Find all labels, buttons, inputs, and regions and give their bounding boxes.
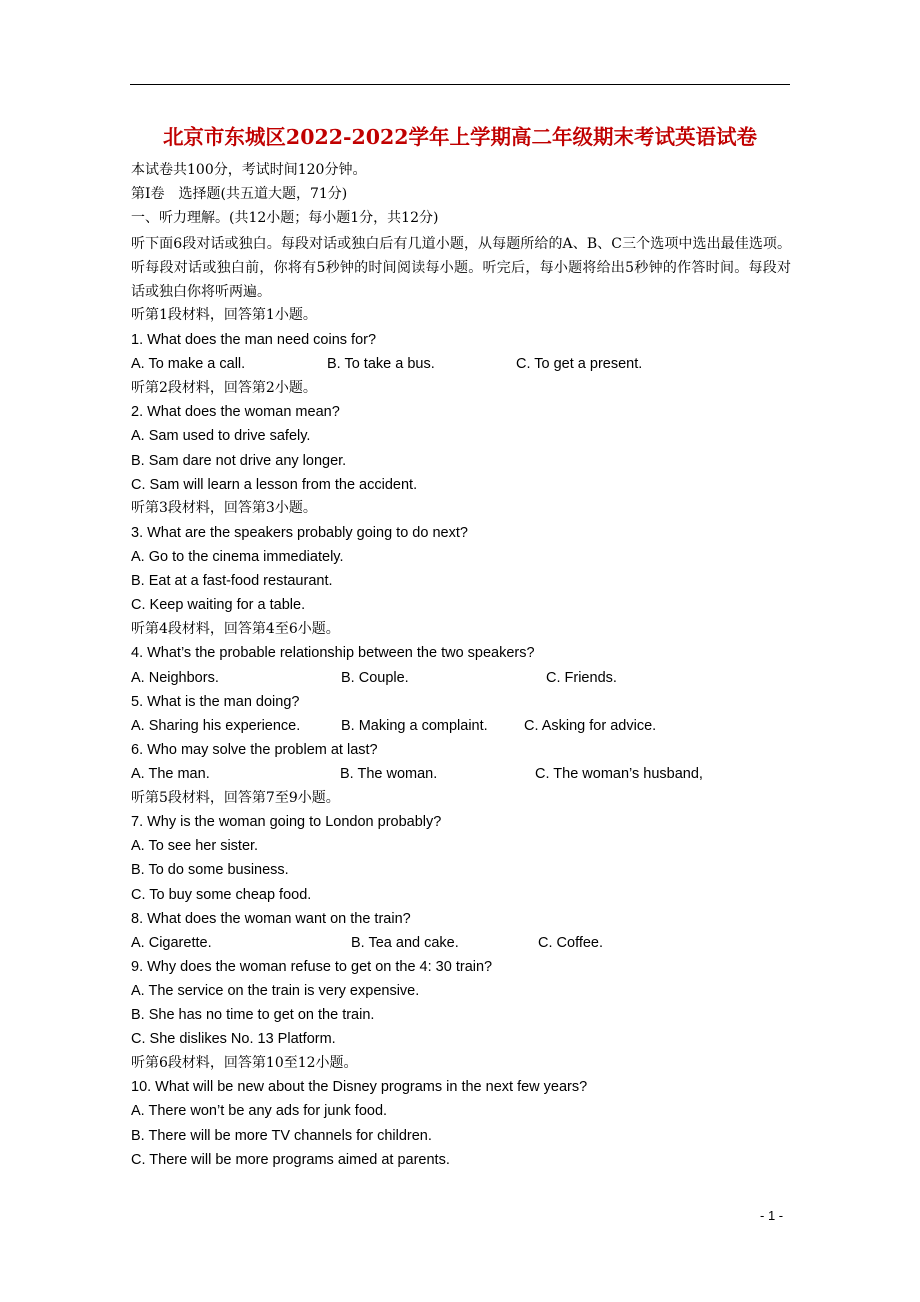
q6-option-a: A. The man.	[131, 766, 210, 782]
q5-option-a: A. Sharing his experience.	[131, 718, 301, 734]
q7-option-a: A. To see her sister.	[131, 838, 259, 854]
question-10-stem: 10. What will be new about the Disney programs in the next few years?	[131, 1079, 588, 1095]
q3-option-b: B. Eat at a fast-food restaurant.	[131, 573, 333, 589]
question-7-stem: 7. Why is the woman going to London probably?	[131, 814, 442, 830]
section-6-label: 听第6段材料，回答第10至12小题。	[131, 1055, 358, 1071]
listening-instructions: 听下面6段对话或独白。每段对话或独白后有几道小题，从每题所给的A、B、C三个选项中选出最佳选项。听每段对话或独白前，你将有5秒钟的时间阅读每小题。听完后，每小题将给出5秒钟的作答时间。每段对话或独白你将听两遍。	[131, 236, 791, 301]
q7-option-c: C. To buy some cheap food.	[131, 887, 312, 903]
question-2-stem: 2. What does the woman mean?	[131, 404, 340, 420]
header-rule	[130, 84, 790, 85]
question-6-stem: 6. Who may solve the problem at last?	[131, 742, 378, 758]
q3-option-c: C. Keep waiting for a table.	[131, 597, 306, 613]
q2-option-b: B. Sam dare not drive any longer.	[131, 453, 347, 469]
q6-option-c: C. The woman’s husband,	[535, 766, 703, 782]
q3-option-a: A. Go to the cinema immediately.	[131, 549, 344, 565]
section-4-label: 听第4段材料，回答第4至6小题。	[131, 621, 340, 637]
q1-option-c: C. To get a present.	[516, 356, 643, 372]
q1-option-a: A. To make a call.	[131, 356, 246, 372]
q4-option-c: C. Friends.	[546, 670, 617, 686]
q7-option-b: B. To do some business.	[131, 862, 289, 878]
section-5-label: 听第5段材料，回答第7至9小题。	[131, 790, 340, 806]
q2-option-c: C. Sam will learn a lesson from the accident.	[131, 477, 418, 493]
q10-option-b: B. There will be more TV channels for children.	[131, 1128, 432, 1144]
q4-option-a: A. Neighbors.	[131, 670, 219, 686]
q1-option-b: B. To take a bus.	[327, 356, 435, 372]
q5-option-c: C. Asking for advice.	[524, 718, 657, 734]
question-4-stem: 4. What’s the probable relationship between the two speakers?	[131, 645, 535, 661]
question-5-stem: 5. What is the man doing?	[131, 694, 300, 710]
q6-option-b: B. The woman.	[340, 766, 438, 782]
q8-option-b: B. Tea and cake.	[351, 935, 459, 951]
q5-option-b: B. Making a complaint.	[341, 718, 488, 734]
page-number: - 1 -	[760, 1208, 784, 1223]
part-one-heading: 第Ⅰ卷 选择题(共五道大题，71分)	[131, 186, 348, 202]
q9-option-a: A. The service on the train is very expensive.	[131, 983, 420, 999]
section-2-label: 听第2段材料，回答第2小题。	[131, 380, 317, 396]
q4-option-b: B. Couple.	[341, 670, 409, 686]
section-1-label: 听第1段材料，回答第1小题。	[131, 307, 317, 323]
question-1-stem: 1. What does the man need coins for?	[131, 332, 377, 348]
q10-option-c: C. There will be more programs aimed at parents.	[131, 1152, 450, 1168]
q10-option-a: A. There won’t be any ads for junk food.	[131, 1103, 388, 1119]
q9-option-c: C. She dislikes No. 13 Platform.	[131, 1031, 336, 1047]
q9-option-b: B. She has no time to get on the train.	[131, 1007, 375, 1023]
question-3-stem: 3. What are the speakers probably going to do next?	[131, 525, 468, 541]
q8-option-c: C. Coffee.	[538, 935, 604, 951]
listening-heading: 一、听力理解。(共12小题；每小题1分，共12分)	[131, 210, 439, 226]
question-9-stem: 9. Why does the woman refuse to get on the 4: 30 train?	[131, 959, 493, 975]
q8-option-a: A. Cigarette.	[131, 935, 212, 951]
intro-score-time: 本试卷共100分，考试时间120分钟。	[131, 162, 367, 178]
question-8-stem: 8. What does the woman want on the train?	[131, 911, 411, 927]
exam-title: 北京市东城区2022-2022学年上学期高二年级期末考试英语试卷	[162, 125, 758, 149]
q2-option-a: A. Sam used to drive safely.	[131, 428, 311, 444]
section-3-label: 听第3段材料，回答第3小题。	[131, 500, 317, 516]
